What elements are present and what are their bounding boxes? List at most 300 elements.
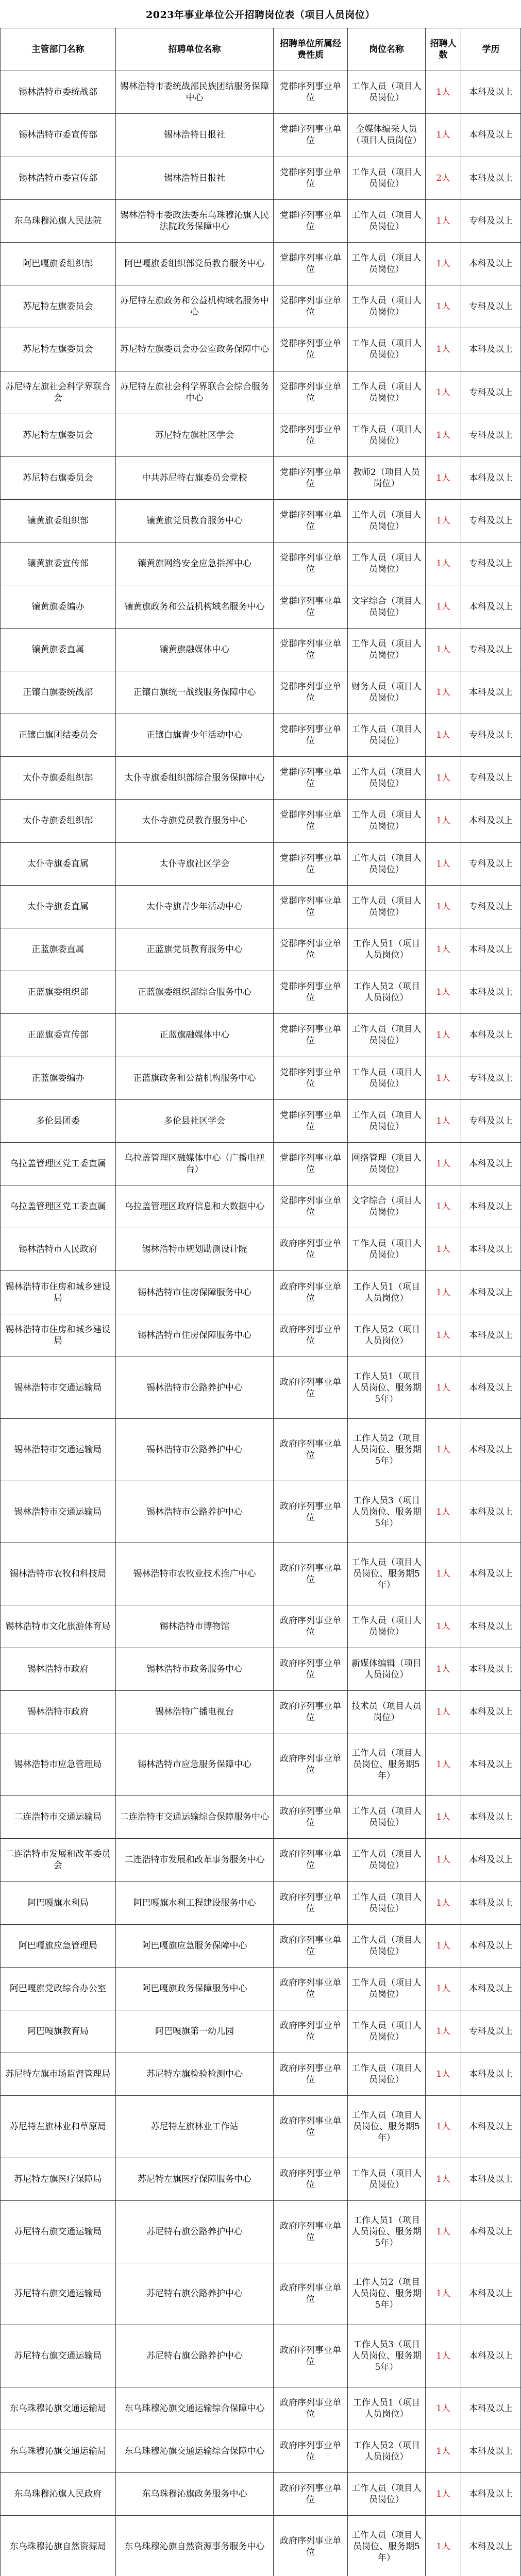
table-row — [1, 1882, 521, 1924]
cell-count: 1人 — [426, 628, 461, 671]
cell-count: 1人 — [426, 1142, 461, 1185]
table-row — [1, 500, 521, 543]
cell-post: 工作人员（项目人员岗位） — [347, 414, 426, 456]
table-row — [1, 1099, 521, 1142]
cell-post: 工作人员1（项目人员岗位） — [347, 2387, 426, 2430]
cell-education: 专科及以上 — [461, 199, 521, 242]
cell-post: 工作人员（项目人员岗位） — [347, 757, 426, 800]
cell-education: 本科及以上 — [461, 1419, 521, 1481]
cell-education: 本科及以上 — [461, 2516, 521, 2576]
cell-post: 工作人员（项目人员岗位） — [347, 1057, 426, 1099]
cell-education: 本科及以上 — [461, 2158, 521, 2200]
cell-education: 本科及以上 — [461, 1796, 521, 1839]
cell-post: 工作人员（项目人员岗位） — [347, 1796, 426, 1839]
cell-education: 专科及以上 — [461, 757, 521, 800]
cell-dept: 镶黄旗委宣传部 — [1, 543, 116, 585]
cell-dept: 正镶白旗委统战部 — [1, 671, 116, 714]
cell-dept: 苏尼特右旗交通运输局 — [1, 2201, 116, 2263]
recruitment-table — [0, 28, 521, 2576]
cell-dept: 二连浩特市发展和改革委员会 — [1, 1839, 116, 1882]
cell-count: 1人 — [426, 1099, 461, 1142]
cell-post: 工作人员2（项目人员岗位） — [347, 2430, 426, 2472]
cell-dept: 锡林浩特市人民政府 — [1, 1228, 116, 1271]
table-row — [1, 1271, 521, 1314]
cell-count: 2人 — [426, 157, 461, 199]
cell-dept: 阿巴嘎旗水利局 — [1, 1882, 116, 1924]
cell-count: 1人 — [426, 2387, 461, 2430]
table-row — [1, 1142, 521, 1185]
table-row — [1, 157, 521, 199]
cell-post: 文字综合（项目人员岗位） — [347, 1185, 426, 1228]
cell-unit: 苏尼特左旗医疗保障服务中心 — [115, 2158, 273, 2200]
header-funding-type: 招聘单位所属经费性质 — [274, 28, 347, 71]
table-row — [1, 842, 521, 885]
cell-unit: 镶黄旗政务和公益机构域名服务中心 — [115, 585, 273, 628]
cell-education: 本科及以上 — [461, 2430, 521, 2472]
cell-funding-type: 政府序列事业单位 — [274, 1314, 347, 1357]
table-row — [1, 1839, 521, 1882]
cell-count: 1人 — [426, 1357, 461, 1419]
cell-funding-type: 政府序列事业单位 — [274, 1481, 347, 1543]
cell-count: 1人 — [426, 2516, 461, 2576]
cell-post: 工作人员（项目人员岗位） — [347, 2158, 426, 2200]
cell-count: 1人 — [426, 456, 461, 499]
table-row — [1, 971, 521, 1014]
cell-dept: 苏尼特左旗市场监督管理局 — [1, 2053, 116, 2096]
cell-funding-type: 政府序列事业单位 — [274, 1882, 347, 1924]
cell-count: 1人 — [426, 199, 461, 242]
cell-funding-type: 党群序列事业单位 — [274, 456, 347, 499]
cell-unit: 锡林浩特市住房保障服务中心 — [115, 1314, 273, 1357]
cell-count: 1人 — [426, 71, 461, 114]
cell-post: 全媒体编采人员（项目人员岗位） — [347, 114, 426, 157]
table-row — [1, 242, 521, 285]
cell-dept: 太仆寺旗委直属 — [1, 885, 116, 928]
cell-count: 1人 — [426, 2263, 461, 2325]
cell-dept: 太仆寺旗委组织部 — [1, 800, 116, 842]
cell-education: 本科及以上 — [461, 71, 521, 114]
cell-post: 工作人员（项目人员岗位、服务期5年） — [347, 2516, 426, 2576]
cell-dept: 正蓝旗委组织部 — [1, 971, 116, 1014]
cell-post: 工作人员（项目人员岗位） — [347, 1014, 426, 1057]
cell-post: 工作人员（项目人员岗位） — [347, 328, 426, 371]
cell-unit: 东乌珠穆沁旗政务服务中心 — [115, 2473, 273, 2516]
cell-unit: 乌拉盖管理区融媒体中心（广播电视台） — [115, 1142, 273, 1185]
cell-post: 技术员（项目人员岗位） — [347, 1691, 426, 1734]
cell-post: 工作人员（项目人员岗位） — [347, 2473, 426, 2516]
cell-count: 1人 — [426, 585, 461, 628]
cell-funding-type: 政府序列事业单位 — [274, 2201, 347, 2263]
cell-dept: 锡林浩特市政府 — [1, 1648, 116, 1691]
table-row — [1, 2201, 521, 2263]
table-row — [1, 199, 521, 242]
cell-post: 工作人员（项目人员岗位） — [347, 842, 426, 885]
cell-count: 1人 — [426, 2430, 461, 2472]
cell-dept: 正蓝旗委宣传部 — [1, 1014, 116, 1057]
cell-education: 专科及以上 — [461, 885, 521, 928]
cell-count: 1人 — [426, 928, 461, 971]
cell-dept: 太仆寺旗委直属 — [1, 842, 116, 885]
table-row — [1, 1967, 521, 2010]
cell-count: 1人 — [426, 1648, 461, 1691]
cell-unit: 苏尼特右旗公路养护中心 — [115, 2201, 273, 2263]
cell-funding-type: 党群序列事业单位 — [274, 1185, 347, 1228]
table-row — [1, 2325, 521, 2387]
table-header-row — [1, 28, 521, 71]
cell-education: 本科及以上 — [461, 2325, 521, 2387]
cell-count: 1人 — [426, 2325, 461, 2387]
cell-post: 工作人员（项目人员岗位） — [347, 71, 426, 114]
cell-unit: 锡林浩特广播电视台 — [115, 1691, 273, 1734]
cell-dept: 锡林浩特市交通运输局 — [1, 1481, 116, 1543]
cell-dept: 锡林浩特市应急管理局 — [1, 1734, 116, 1796]
cell-unit: 锡林浩特市公路养护中心 — [115, 1481, 273, 1543]
cell-dept: 阿巴嘎旗应急管理局 — [1, 1924, 116, 1967]
table-row — [1, 585, 521, 628]
cell-count: 1人 — [426, 371, 461, 414]
cell-education: 本科及以上 — [461, 1605, 521, 1648]
table-row — [1, 1543, 521, 1605]
cell-count: 1人 — [426, 1481, 461, 1543]
cell-count: 1人 — [426, 2473, 461, 2516]
cell-education: 专科及以上 — [461, 1057, 521, 1099]
cell-dept: 苏尼特右旗交通运输局 — [1, 2263, 116, 2325]
cell-dept: 东乌珠穆沁旗自然资源局 — [1, 2516, 116, 2576]
cell-unit: 正蓝旗委组织部综合服务中心 — [115, 971, 273, 1014]
cell-post: 工作人员（项目人员岗位） — [347, 1099, 426, 1142]
cell-funding-type: 党群序列事业单位 — [274, 157, 347, 199]
cell-funding-type: 政府序列事业单位 — [274, 2263, 347, 2325]
cell-unit: 镶黄旗网络安全应急指挥中心 — [115, 543, 273, 585]
cell-funding-type: 党群序列事业单位 — [274, 414, 347, 456]
cell-count: 1人 — [426, 1605, 461, 1648]
cell-education: 本科及以上 — [461, 2263, 521, 2325]
cell-funding-type: 党群序列事业单位 — [274, 800, 347, 842]
cell-funding-type: 政府序列事业单位 — [274, 2096, 347, 2158]
cell-count: 1人 — [426, 671, 461, 714]
cell-education: 本科及以上 — [461, 1734, 521, 1796]
cell-unit: 中共苏尼特右旗委员会党校 — [115, 456, 273, 499]
cell-count: 1人 — [426, 1271, 461, 1314]
cell-funding-type: 党群序列事业单位 — [274, 628, 347, 671]
cell-post: 工作人员3（项目人员岗位、服务期5年） — [347, 2325, 426, 2387]
cell-funding-type: 党群序列事业单位 — [274, 242, 347, 285]
cell-post: 工作人员（项目人员岗位） — [347, 371, 426, 414]
cell-education: 本科及以上 — [461, 1014, 521, 1057]
cell-dept: 太仆寺旗委组织部 — [1, 757, 116, 800]
cell-count: 1人 — [426, 1691, 461, 1734]
table-row — [1, 1481, 521, 1543]
cell-count: 1人 — [426, 971, 461, 1014]
cell-count: 1人 — [426, 500, 461, 543]
table-row — [1, 328, 521, 371]
cell-funding-type: 政府序列事业单位 — [274, 2430, 347, 2472]
cell-unit: 乌拉盖管理区政府信息和大数据中心 — [115, 1185, 273, 1228]
cell-post: 工作人员（项目人员岗位） — [347, 885, 426, 928]
cell-funding-type: 政府序列事业单位 — [274, 1924, 347, 1967]
cell-post: 工作人员（项目人员岗位） — [347, 285, 426, 328]
table-row — [1, 2473, 521, 2516]
cell-education: 专科及以上 — [461, 543, 521, 585]
cell-education: 本科及以上 — [461, 1142, 521, 1185]
cell-funding-type: 党群序列事业单位 — [274, 885, 347, 928]
cell-funding-type: 党群序列事业单位 — [274, 1014, 347, 1057]
cell-unit: 太仆寺旗党员教育服务中心 — [115, 800, 273, 842]
cell-count: 1人 — [426, 842, 461, 885]
cell-education: 本科及以上 — [461, 1543, 521, 1605]
cell-dept: 锡林浩特市委宣传部 — [1, 157, 116, 199]
cell-education: 本科及以上 — [461, 157, 521, 199]
cell-funding-type: 政府序列事业单位 — [274, 2473, 347, 2516]
cell-dept: 苏尼特右旗委员会 — [1, 456, 116, 499]
cell-unit: 正蓝旗党员教育服务中心 — [115, 928, 273, 971]
cell-unit: 东乌珠穆沁旗交通运输综合保障中心 — [115, 2387, 273, 2430]
cell-education: 本科及以上 — [461, 242, 521, 285]
cell-unit: 苏尼特左旗林业工作站 — [115, 2096, 273, 2158]
cell-count: 1人 — [426, 885, 461, 928]
cell-count: 1人 — [426, 1839, 461, 1882]
cell-education: 本科及以上 — [461, 1924, 521, 1967]
cell-unit: 太仆寺旗委组织部综合服务保障中心 — [115, 757, 273, 800]
cell-unit: 正蓝旗政务和公益机构服务中心 — [115, 1057, 273, 1099]
header-count: 招聘人数 — [426, 28, 461, 71]
table-row — [1, 2387, 521, 2430]
cell-count: 1人 — [426, 1882, 461, 1924]
table-row — [1, 371, 521, 414]
cell-unit: 锡林浩特市委统战部民族团结服务保障中心 — [115, 71, 273, 114]
cell-funding-type: 政府序列事业单位 — [274, 1796, 347, 1839]
cell-unit: 镶黄旗融媒体中心 — [115, 628, 273, 671]
cell-education: 本科及以上 — [461, 928, 521, 971]
cell-unit: 锡林浩特市规划勘测设计院 — [115, 1228, 273, 1271]
cell-dept: 锡林浩特市交通运输局 — [1, 1419, 116, 1481]
cell-post: 教师2（项目人员岗位） — [347, 456, 426, 499]
cell-education: 本科及以上 — [461, 1314, 521, 1357]
header-education: 学历 — [461, 28, 521, 71]
cell-funding-type: 政府序列事业单位 — [274, 2516, 347, 2576]
cell-dept: 东乌珠穆沁旗人民政府 — [1, 2473, 116, 2516]
cell-post: 工作人员（项目人员岗位） — [347, 2053, 426, 2096]
cell-education: 本科及以上 — [461, 2053, 521, 2096]
cell-funding-type: 政府序列事业单位 — [274, 1357, 347, 1419]
cell-unit: 锡林浩特市应急服务保障中心 — [115, 1734, 273, 1796]
table-row — [1, 800, 521, 842]
table-row — [1, 456, 521, 499]
cell-education: 本科及以上 — [461, 1357, 521, 1419]
cell-post: 工作人员（项目人员岗位） — [347, 2010, 426, 2053]
cell-dept: 锡林浩特市文化旅游体育局 — [1, 1605, 116, 1648]
cell-funding-type: 党群序列事业单位 — [274, 671, 347, 714]
cell-funding-type: 党群序列事业单位 — [274, 1057, 347, 1099]
cell-dept: 乌拉盖管理区党工委直属 — [1, 1142, 116, 1185]
cell-unit: 锡林浩特市公路养护中心 — [115, 1357, 273, 1419]
cell-count: 1人 — [426, 1057, 461, 1099]
cell-count: 1人 — [426, 543, 461, 585]
cell-unit: 阿巴嘎旗政务保障服务中心 — [115, 1967, 273, 2010]
cell-funding-type: 党群序列事业单位 — [274, 199, 347, 242]
cell-unit: 锡林浩特市住房保障服务中心 — [115, 1271, 273, 1314]
cell-funding-type: 政府序列事业单位 — [274, 1734, 347, 1796]
table-row — [1, 1357, 521, 1419]
cell-post: 财务人员（项目人员岗位） — [347, 671, 426, 714]
page-title: 2023年事业单位公开招聘岗位表（项目人员岗位） — [146, 9, 375, 21]
cell-funding-type: 政府序列事业单位 — [274, 2010, 347, 2053]
table-row — [1, 2053, 521, 2096]
cell-post: 工作人员（项目人员岗位） — [347, 1228, 426, 1271]
cell-funding-type: 政府序列事业单位 — [274, 2325, 347, 2387]
cell-education: 本科及以上 — [461, 2096, 521, 2158]
cell-dept: 苏尼特左旗社会科学界联合会 — [1, 371, 116, 414]
cell-post: 工作人员（项目人员岗位） — [347, 1882, 426, 1924]
cell-post: 工作人员（项目人员岗位、服务期5年） — [347, 1734, 426, 1796]
cell-education: 专科及以上 — [461, 371, 521, 414]
cell-count: 1人 — [426, 2158, 461, 2200]
cell-post: 工作人员2（项目人员岗位） — [347, 971, 426, 1014]
cell-dept: 多伦县团委 — [1, 1099, 116, 1142]
table-row — [1, 885, 521, 928]
cell-post: 工作人员3（项目人员岗位、服务期5年） — [347, 1481, 426, 1543]
cell-education: 专科及以上 — [461, 842, 521, 885]
cell-funding-type: 党群序列事业单位 — [274, 971, 347, 1014]
cell-education: 本科及以上 — [461, 671, 521, 714]
table-row — [1, 1648, 521, 1691]
table-row — [1, 628, 521, 671]
cell-funding-type: 党群序列事业单位 — [274, 714, 347, 757]
cell-education: 本科及以上 — [461, 1691, 521, 1734]
cell-unit: 锡林浩特市农牧业技术推广中心 — [115, 1543, 273, 1605]
cell-count: 1人 — [426, 1314, 461, 1357]
cell-education: 本科及以上 — [461, 1967, 521, 2010]
table-row — [1, 1419, 521, 1481]
cell-count: 1人 — [426, 2201, 461, 2263]
cell-post: 工作人员（项目人员岗位） — [347, 1839, 426, 1882]
cell-dept: 镶黄旗委直属 — [1, 628, 116, 671]
table-row — [1, 2096, 521, 2158]
table-row — [1, 1734, 521, 1796]
cell-funding-type: 党群序列事业单位 — [274, 500, 347, 543]
cell-funding-type: 党群序列事业单位 — [274, 1142, 347, 1185]
cell-dept: 正镶白旗团结委员会 — [1, 714, 116, 757]
cell-education: 本科及以上 — [461, 585, 521, 628]
cell-count: 1人 — [426, 1419, 461, 1481]
cell-count: 1人 — [426, 1967, 461, 2010]
table-row — [1, 1796, 521, 1839]
table-row — [1, 1228, 521, 1271]
cell-unit: 二连浩特市交通运输综合保障服务中心 — [115, 1796, 273, 1839]
cell-post: 工作人员（项目人员岗位） — [347, 199, 426, 242]
cell-post: 工作人员2（项目人员岗位、服务期5年） — [347, 2263, 426, 2325]
cell-post: 工作人员（项目人员岗位） — [347, 1924, 426, 1967]
table-row — [1, 928, 521, 971]
cell-education: 本科及以上 — [461, 1228, 521, 1271]
cell-dept: 阿巴嘎旗教育局 — [1, 2010, 116, 2053]
cell-count: 1人 — [426, 2010, 461, 2053]
cell-education: 本科及以上 — [461, 1648, 521, 1691]
cell-funding-type: 政府序列事业单位 — [274, 1605, 347, 1648]
cell-unit: 二连浩特市发展和改革事务服务中心 — [115, 1839, 273, 1882]
cell-funding-type: 党群序列事业单位 — [274, 543, 347, 585]
cell-funding-type: 党群序列事业单位 — [274, 371, 347, 414]
cell-dept: 阿巴嘎旗党政综合办公室 — [1, 1967, 116, 2010]
cell-unit: 阿巴嘎旗水利工程建设服务中心 — [115, 1882, 273, 1924]
cell-count: 1人 — [426, 1796, 461, 1839]
table-row — [1, 2010, 521, 2053]
cell-count: 1人 — [426, 800, 461, 842]
cell-funding-type: 政府序列事业单位 — [274, 2053, 347, 2096]
cell-count: 1人 — [426, 114, 461, 157]
cell-unit: 锡林浩特市政务服务中心 — [115, 1648, 273, 1691]
cell-post: 新媒体编辑（项目人员岗位） — [347, 1648, 426, 1691]
cell-post: 工作人员（项目人员岗位） — [347, 1967, 426, 2010]
cell-unit: 锡林浩特日报社 — [115, 114, 273, 157]
cell-funding-type: 政府序列事业单位 — [274, 1839, 347, 1882]
cell-dept: 苏尼特左旗医疗保障局 — [1, 2158, 116, 2200]
table-row — [1, 543, 521, 585]
cell-unit: 苏尼特左旗委员会办公室政务保障中心 — [115, 328, 273, 371]
cell-post: 工作人员（项目人员岗位） — [347, 242, 426, 285]
cell-dept: 正蓝旗委编办 — [1, 1057, 116, 1099]
cell-unit: 苏尼特右旗公路养护中心 — [115, 2325, 273, 2387]
cell-education: 本科及以上 — [461, 1185, 521, 1228]
cell-funding-type: 党群序列事业单位 — [274, 757, 347, 800]
cell-dept: 锡林浩特市交通运输局 — [1, 1357, 116, 1419]
table-row — [1, 1014, 521, 1057]
cell-dept: 苏尼特左旗林业和草原局 — [1, 2096, 116, 2158]
cell-count: 1人 — [426, 2053, 461, 2096]
cell-education: 本科及以上 — [461, 328, 521, 371]
cell-unit: 阿巴嘎旗第一幼儿园 — [115, 2010, 273, 2053]
cell-dept: 乌拉盖管理区党工委直属 — [1, 1185, 116, 1228]
cell-funding-type: 党群序列事业单位 — [274, 842, 347, 885]
cell-unit: 苏尼特左旗检验检测中心 — [115, 2053, 273, 2096]
cell-education: 专科及以上 — [461, 1099, 521, 1142]
cell-unit: 阿巴嘎旗委组织部党员教育服务中心 — [115, 242, 273, 285]
cell-unit: 锡林浩特日报社 — [115, 157, 273, 199]
cell-dept: 正蓝旗委直属 — [1, 928, 116, 971]
cell-post: 工作人员1（项目人员岗位、服务期5年） — [347, 1357, 426, 1419]
cell-post: 工作人员1（项目人员岗位） — [347, 928, 426, 971]
cell-dept: 苏尼特左旗委员会 — [1, 328, 116, 371]
cell-unit: 太仆寺旗青少年活动中心 — [115, 885, 273, 928]
cell-unit: 苏尼特左旗政务和公益机构域名服务中心 — [115, 285, 273, 328]
cell-post: 工作人员（项目人员岗位） — [347, 714, 426, 757]
cell-dept: 锡林浩特市委统战部 — [1, 71, 116, 114]
cell-education: 本科及以上 — [461, 2473, 521, 2516]
cell-education: 本科及以上 — [461, 1839, 521, 1882]
cell-unit: 苏尼特右旗公路养护中心 — [115, 2263, 273, 2325]
cell-dept: 苏尼特右旗交通运输局 — [1, 2325, 116, 2387]
cell-count: 1人 — [426, 1014, 461, 1057]
header-post: 岗位名称 — [347, 28, 426, 71]
cell-unit: 东乌珠穆沁旗自然资源事务服务中心 — [115, 2516, 273, 2576]
table-row — [1, 1924, 521, 1967]
cell-unit: 镶黄旗党员教育服务中心 — [115, 500, 273, 543]
table-row — [1, 2430, 521, 2472]
cell-unit: 锡林浩特市博物馆 — [115, 1605, 273, 1648]
cell-unit: 正镶白旗青少年活动中心 — [115, 714, 273, 757]
cell-post: 工作人员（项目人员岗位、服务期5年） — [347, 2096, 426, 2158]
cell-funding-type: 政府序列事业单位 — [274, 1648, 347, 1691]
cell-education: 专科及以上 — [461, 285, 521, 328]
cell-education: 专科及以上 — [461, 414, 521, 456]
cell-count: 1人 — [426, 414, 461, 456]
table-row — [1, 285, 521, 328]
cell-funding-type: 党群序列事业单位 — [274, 1099, 347, 1142]
cell-count: 1人 — [426, 242, 461, 285]
cell-dept: 锡林浩特市委宣传部 — [1, 114, 116, 157]
table-row — [1, 1314, 521, 1357]
cell-post: 工作人员2（项目人员岗位、服务期5年） — [347, 1419, 426, 1481]
